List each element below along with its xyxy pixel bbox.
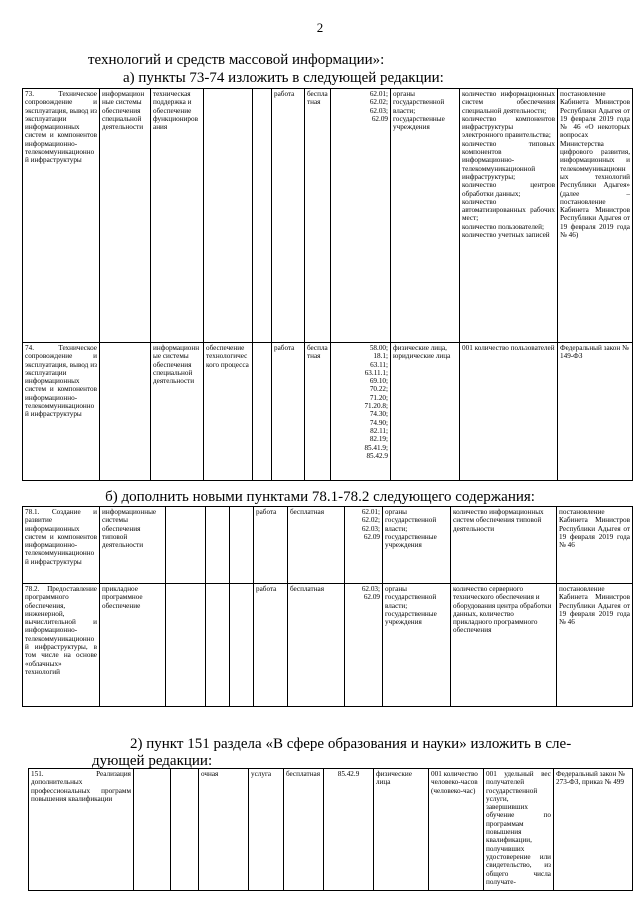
empty-cell: [206, 584, 230, 707]
table-row: [23, 89, 633, 343]
legal-basis-cell: постановление Кабинета Министров Республики Адыгея от 19 февраля 2019 года № 46: [557, 584, 633, 707]
payment-cell: бесплатная: [305, 89, 331, 343]
content-cell: техническая поддержка и обеспечение функционирования: [151, 89, 204, 343]
page-number: 2: [316, 20, 324, 35]
empty-cell: [206, 507, 230, 584]
empty-cell: [230, 584, 254, 707]
table-2: [22, 506, 633, 707]
content-cell: [204, 89, 253, 343]
payment-cell: бесплатная: [288, 584, 345, 707]
content-cell: информационные системы обеспечения специальной деятельности: [151, 343, 204, 481]
consumers-cell: физические лица: [374, 769, 429, 891]
table-3: [28, 768, 633, 891]
consumers-cell: органы государственной власти; государственные учреждения: [383, 584, 451, 707]
indicators-cell: количество серверного технического обеспечения и оборудования центра обработки данных, количество прикладного программного обеспечения: [451, 584, 557, 707]
intro-line: технологий и средств массовой информации»:: [88, 52, 385, 68]
empty-cell: [171, 769, 199, 891]
okved-cell: 62.01; 62.02; 62.03; 62.09: [331, 89, 391, 343]
type-cell: работа: [254, 584, 288, 707]
content-cell: информационные системы обеспечения специальной деятельности: [100, 89, 151, 343]
legal-basis-cell: Федеральный закон № 149-ФЗ: [558, 343, 633, 481]
heading-b: б) дополнить новыми пунктами 78.1-78.2 следующего содержания:: [105, 489, 535, 505]
empty-cell: [253, 89, 272, 343]
type-cell: работа: [272, 89, 305, 343]
heading-2-line2: дующей редакции:: [92, 753, 213, 769]
empty-cell: [166, 507, 206, 584]
payment-cell: бесплатная: [288, 507, 345, 584]
empty-cell: [166, 584, 206, 707]
legal-basis-cell: Федеральный закон № 273-ФЗ, приказ № 499: [554, 769, 633, 891]
service-name-cell: 74. Техническое сопровождение и эксплуатация, вывод из эксплуатации информационных систем и компонентов информационно-телекоммуникационной инфраструктуры: [23, 343, 100, 481]
content-cell: [100, 343, 151, 481]
table-row: [29, 769, 633, 891]
service-name-cell: 78.2. Предоставление программного обеспечения, инженерной, вычислительной и информационно-телекоммуникационной инфраструктуры, в том числе на основе «облачных» технологий: [23, 584, 100, 707]
type-cell: работа: [272, 343, 305, 481]
indicators-cell: количество информационных систем обеспечения специальной деятельности; количество компонентов инфраструктуры электронного правительства; количество типовых компонентов информационно-телекоммуникационной инфраструктуры; количество центров обработки данных; количество автоматизированных рабочих мест; количество пользователей; количество учетных записей: [460, 89, 558, 343]
service-name-cell: 151. Реализация дополнительных профессиональных программ повышения квалификации: [29, 769, 134, 891]
service-name-cell: 78.1. Создание и развитие информационных систем и компонентов информационно-телекоммуникационной инфраструктуры: [23, 507, 100, 584]
type-cell: услуга: [249, 769, 284, 891]
table-row: [23, 507, 633, 584]
payment-cell: бесплатная: [284, 769, 324, 891]
okved-cell: 62.01; 62.02; 62.03; 62.09: [345, 507, 383, 584]
heading-a: а) пункты 73-74 изложить в следующей редакции:: [123, 70, 444, 86]
form-cell: очная: [199, 769, 249, 891]
table-row: [23, 343, 633, 481]
consumers-cell: органы государственной власти; государственные учреждения: [383, 507, 451, 584]
okved-cell: 62.03; 62.09: [345, 584, 383, 707]
empty-cell: [230, 507, 254, 584]
okved-cell: 85.42.9: [324, 769, 374, 891]
type-cell: работа: [254, 507, 288, 584]
heading-2-line1: 2) пункт 151 раздела «В сфере образования и науки» изложить в сле-: [130, 736, 572, 752]
content-cell: обеспечение технологического процесса: [204, 343, 253, 481]
service-name-cell: 73. Техническое сопровождение и эксплуатация, вывод из эксплуатации информационных систем и компонентов информационно-телекоммуникационной инфраструктуры: [23, 89, 100, 343]
content-cell: прикладное программное обеспечение: [100, 584, 166, 707]
consumers-cell: органы государственной власти; государственные учреждения: [391, 89, 460, 343]
indicators-cell: 001 количество пользователей: [460, 343, 558, 481]
payment-cell: бесплатная: [305, 343, 331, 481]
table-row: [23, 584, 633, 707]
legal-basis-cell: постановление Кабинета Министров Республики Адыгея от 19 февраля 2019 года № 46: [557, 507, 633, 584]
table-1: [22, 88, 633, 481]
okved-cell: 58.00; 18.1; 63.11; 63.11.1; 69.10; 70.22; 71.20; 71.20.8; 74.30; 74.90; 82.11; 82.19; 85.41.9; 85.42.9: [331, 343, 391, 481]
volume-indicator-cell: 001 количество человеко-часов (человеко-час): [429, 769, 484, 891]
legal-basis-cell: постановление Кабинета Министров Республики Адыгея от 19 февраля 2019 года № 46 «О некоторых вопросах Министерства цифрового развития, информационных и телекоммуникационных технологий Республики Адыгея» (далее – постановление Кабинета Министров Республики Адыгея от 19 февраля 2019 года № 46): [558, 89, 633, 343]
indicators-cell: количество информационных систем обеспечения типовой деятельности: [451, 507, 557, 584]
quality-indicator-cell: 001 удельный вес получателей государственной услуги, завершивших обучение по программам повышения квалификации, получивших удостоверение или свидетельство, из общего числа получате-: [484, 769, 554, 891]
empty-cell: [253, 343, 272, 481]
content-cell: информационные системы обеспечения типовой деятельности: [100, 507, 166, 584]
consumers-cell: физические лица, юридические лица: [391, 343, 460, 481]
empty-cell: [134, 769, 171, 891]
